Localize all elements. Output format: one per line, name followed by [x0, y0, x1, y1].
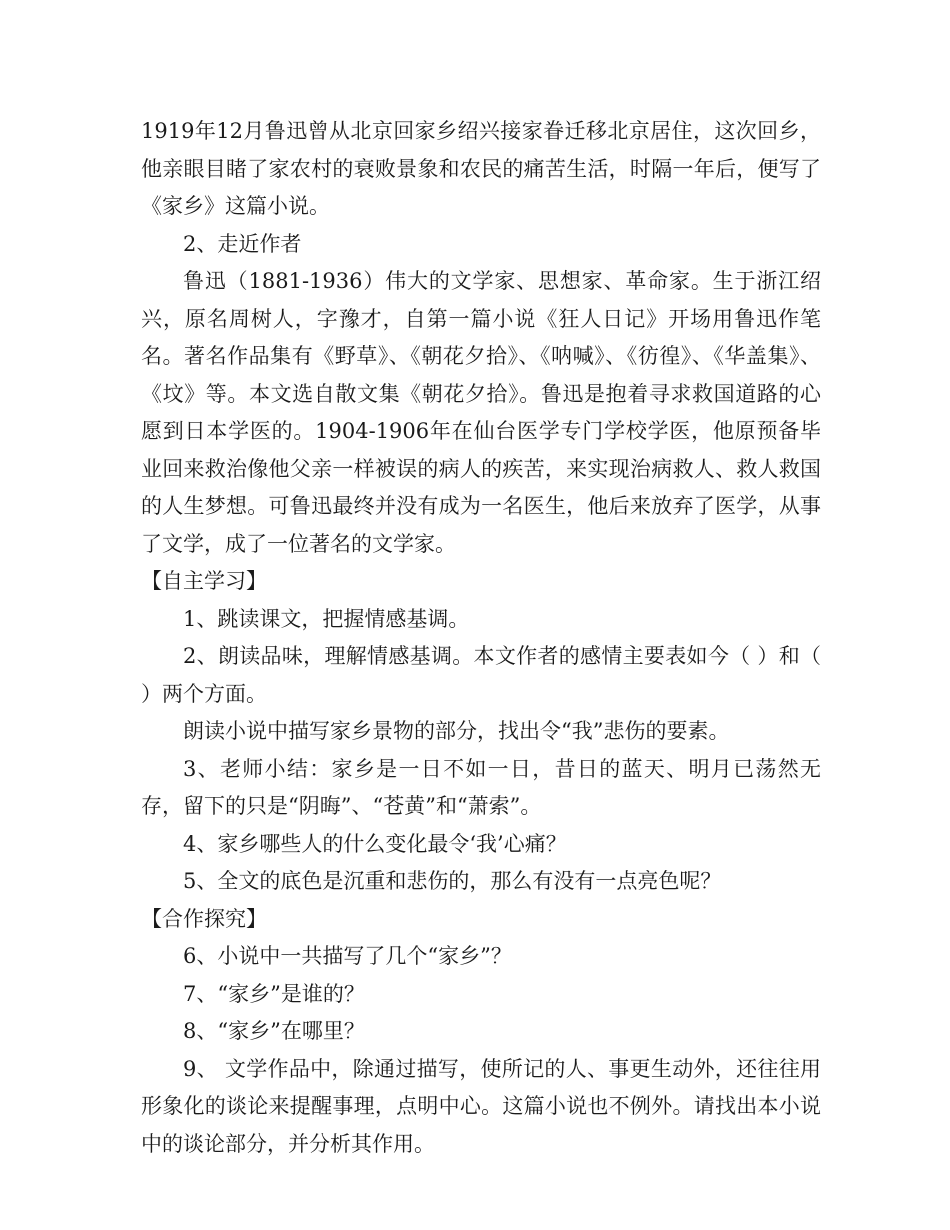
question-4: 4、家乡哪些人的什么变化最令‘我’心痛？: [183, 831, 567, 856]
question-6: 6、小说中一共描写了几个“家乡”？: [183, 944, 512, 968]
section-heading-self-study: 【自主学习】: [141, 569, 267, 593]
heading-author-intro: 2、走近作者: [183, 231, 302, 256]
instruction-read-scenery: 朗读小说中描写家乡景物的部分，找出令“我”悲伤的要素。: [183, 719, 730, 743]
question-3: 3、老师小结：家乡是一日不如一日，昔日的蓝天、明月已荡然无存，留下的只是“阴晦”、“苍黄”和“萧索”。: [141, 756, 821, 818]
paragraph-author-bio: 鲁迅（1881-1936）伟大的文学家、思想家、革命家。生于浙江绍兴，原名周树人，字豫才，自第一篇小说《狂人日记》开场用鲁迅作笔名。著名作品集有《野草》、《朝花夕拾》、《呐喊》、《彷徨》、《华盖集》、《坟》等。本文选自散文集《朝花夕拾》。鲁迅是抱着寻求救国道路的心愿到日本学医的。1904-1906年在仙台医学专门学校学医，他原预备毕业回来救治像他父亲一样被误的病人的疾苦，来实现治病救人、救人救国的人生梦想。可鲁迅最终并没有成为一名医生，他后来放弃了医学，从事了文学，成了一位著名的文学家。: [141, 269, 821, 556]
section-heading-cooperative-inquiry: 【合作探究】: [141, 906, 267, 931]
question-8: 8、“家乡”在哪里？: [183, 1019, 365, 1043]
paragraph-background: 1919年12月鲁迅曾从北京回家乡绍兴接家眷迁移北京居住，这次回乡，他亲眼目睹了家农村的衰败景象和农民的痛苦生活，时隔一年后，便写了《家乡》这篇小说。: [141, 119, 821, 218]
question-2: 2、朗读品味，理解情感基调。本文作者的感情主要表如今（ ）和（ ）两个方面。: [141, 644, 821, 706]
question-7: 7、“家乡”是谁的？: [183, 981, 365, 1006]
question-5: 5、全文的底色是沉重和悲伤的，那么有没有一点亮色呢？: [183, 869, 722, 893]
document-body: [141, 113, 821, 1163]
question-1: 1、跳读课文，把握情感基调。: [183, 606, 470, 631]
question-9: 9、 文学作品中，除通过描写，使所记的人、事更生动外，还往往用形象化的谈论来提醒事理，点明中心。这篇小说也不例外。请找出本小说中的谈论部分，并分析其作用。: [141, 1056, 821, 1156]
